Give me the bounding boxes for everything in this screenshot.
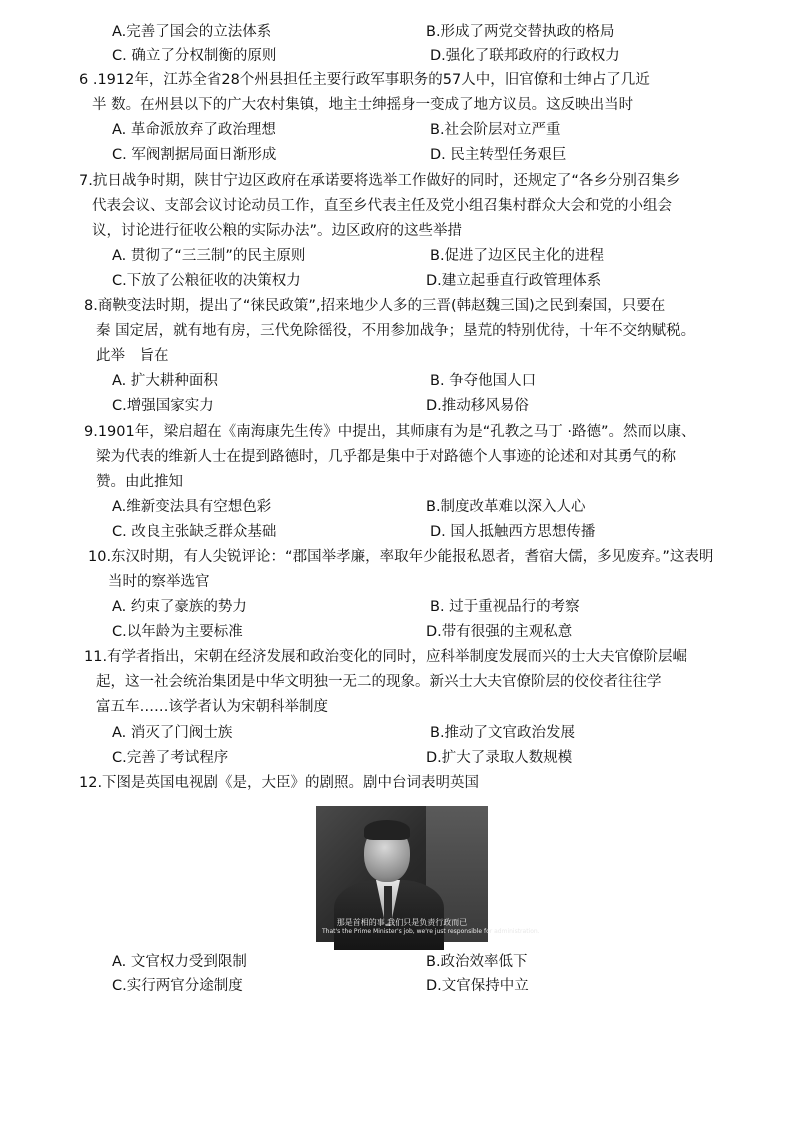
q8-stem-line1: 8.商鞅变法时期，提出了“徕民政策”,招来地少人多的三晋(韩赵魏三国)之民到秦国，只要在 [84, 298, 666, 314]
q12-option-b: B.政治效率低下 [426, 954, 528, 970]
q11-option-c: C.完善了考试程序 [112, 750, 229, 766]
q7-stem-line3: 议，讨论进行征收公粮的实际办法”。边区政府的这些举措 [92, 223, 463, 239]
q7-option-b: B.促进了边区民主化的进程 [430, 248, 605, 264]
q12-stem-line1: 12.下图是英国电视剧《是，大臣》的剧照。剧中台词表明英国 [79, 775, 480, 791]
q7-option-d: D.建立起垂直行政管理体系 [426, 273, 602, 289]
q12-option-c: C.实行两官分途制度 [112, 978, 243, 994]
q12-option-d: D.文官保持中立 [426, 978, 529, 994]
q8-stem-line2: 秦 国定居，就有地有房，三代免除徭役，不用参加战争；垦荒的特别优待，十年不交纳赋税。 [96, 323, 696, 339]
q10-stem-line2: 当时的察举选官 [108, 574, 210, 590]
q11-stem-line1: 11.有学者指出，宋朝在经济发展和政治变化的同时，应科举制度发展而兴的士大夫官僚阶层崛 [84, 649, 688, 665]
q11-stem-line3: 富五车……该学者认为宋朝科举制度 [96, 699, 328, 715]
q9-stem-line1: 9.1901年，梁启超在《南海康先生传》中提出，其师康有为是“孔教之马丁 ·路德”。然而以康、 [84, 424, 696, 440]
q9-stem-line2: 梁为代表的维新人士在提到路德时，几乎都是集中于对路德个人事迹的论述和对其勇气的称 [96, 449, 676, 465]
photo-subtitle-cn: 那是首相的事 我们只是负责行政而已 [336, 918, 468, 927]
q5-option-c: C. 确立了分权制衡的原则 [112, 48, 277, 64]
q8-option-d: D.推动移风易俗 [426, 398, 529, 414]
q8-option-b: B. 争夺他国人口 [430, 373, 537, 389]
q11-option-a: A. 消灭了门阀士族 [112, 725, 233, 741]
q9-option-a: A.维新变法具有空想色彩 [112, 499, 272, 515]
q10-option-a: A. 约束了豪族的势力 [112, 599, 247, 615]
q8-stem-line3: 此举 旨在 [96, 348, 169, 364]
q9-option-b: B.制度改革难以深入人心 [426, 499, 586, 515]
photo-figure-hair [364, 820, 410, 840]
q9-option-c: C. 改良主张缺乏群众基础 [112, 524, 277, 540]
q10-option-c: C.以年龄为主要标准 [112, 624, 243, 640]
q12-option-a: A. 文官权力受到限制 [112, 954, 247, 970]
q7-option-c: C.下放了公粮征收的决策权力 [112, 273, 301, 289]
q9-option-d: D. 国人抵触西方思想传播 [430, 524, 596, 540]
q5-option-b: B.形成了两党交替执政的格局 [426, 24, 615, 40]
q9-stem-line3: 赞。由此推知 [96, 474, 183, 490]
q8-option-a: A. 扩大耕种面积 [112, 373, 218, 389]
q10-stem-line1: 10.东汉时期，有人尖锐评论：“郡国举孝廉，率取年少能报私恩者，耆宿大儒，多见废弃。”这表明 [88, 549, 714, 565]
q7-stem-line1: 7.抗日战争时期，陕甘宁边区政府在承诺要将选举工作做好的同时，还规定了“各乡分别召集乡 [79, 173, 681, 189]
tv-still-photo [316, 806, 540, 942]
q6-option-b: B.社会阶层对立严重 [430, 122, 561, 138]
q5-option-d: D.强化了联邦政府的行政权力 [430, 48, 620, 64]
q7-option-a: A. 贯彻了“三三制”的民主原则 [112, 248, 306, 264]
q11-stem-line2: 起，这一社会统治集团是中华文明独一无二的现象。新兴士大夫官僚阶层的佼佼者往往学 [96, 674, 662, 690]
q8-option-c: C.增强国家实力 [112, 398, 214, 414]
q6-stem-line1: 6 .1912年，江苏全省28个州县担任主要行政军事职务的57人中，旧官僚和士绅占了几近 [79, 72, 650, 88]
q10-option-b: B. 过于重视品行的考察 [430, 599, 580, 615]
q6-option-d: D. 民主转型任务艰巨 [430, 147, 567, 163]
q6-stem-line2: 半 数。在州县以下的广大农村集镇，地主士绅摇身一变成了地方议员。这反映出当时 [92, 97, 634, 113]
q11-option-b: B.推动了文官政治发展 [430, 725, 576, 741]
q6-option-c: C. 军阀割据局面日渐形成 [112, 147, 277, 163]
photo-subtitle-en: That's the Prime Minister's job, we're just responsible for administration. [322, 928, 540, 935]
q10-option-d: D.带有很强的主观私意 [426, 624, 573, 640]
q7-stem-line2: 代表会议、支部会议讨论动员工作，直至乡代表主任及党小组召集村群众大会和党的小组会 [92, 198, 672, 214]
q11-option-d: D.扩大了录取人数规模 [426, 750, 573, 766]
q6-option-a: A. 革命派放弃了政治理想 [112, 122, 276, 138]
q5-option-a: A.完善了国会的立法体系 [112, 24, 272, 40]
